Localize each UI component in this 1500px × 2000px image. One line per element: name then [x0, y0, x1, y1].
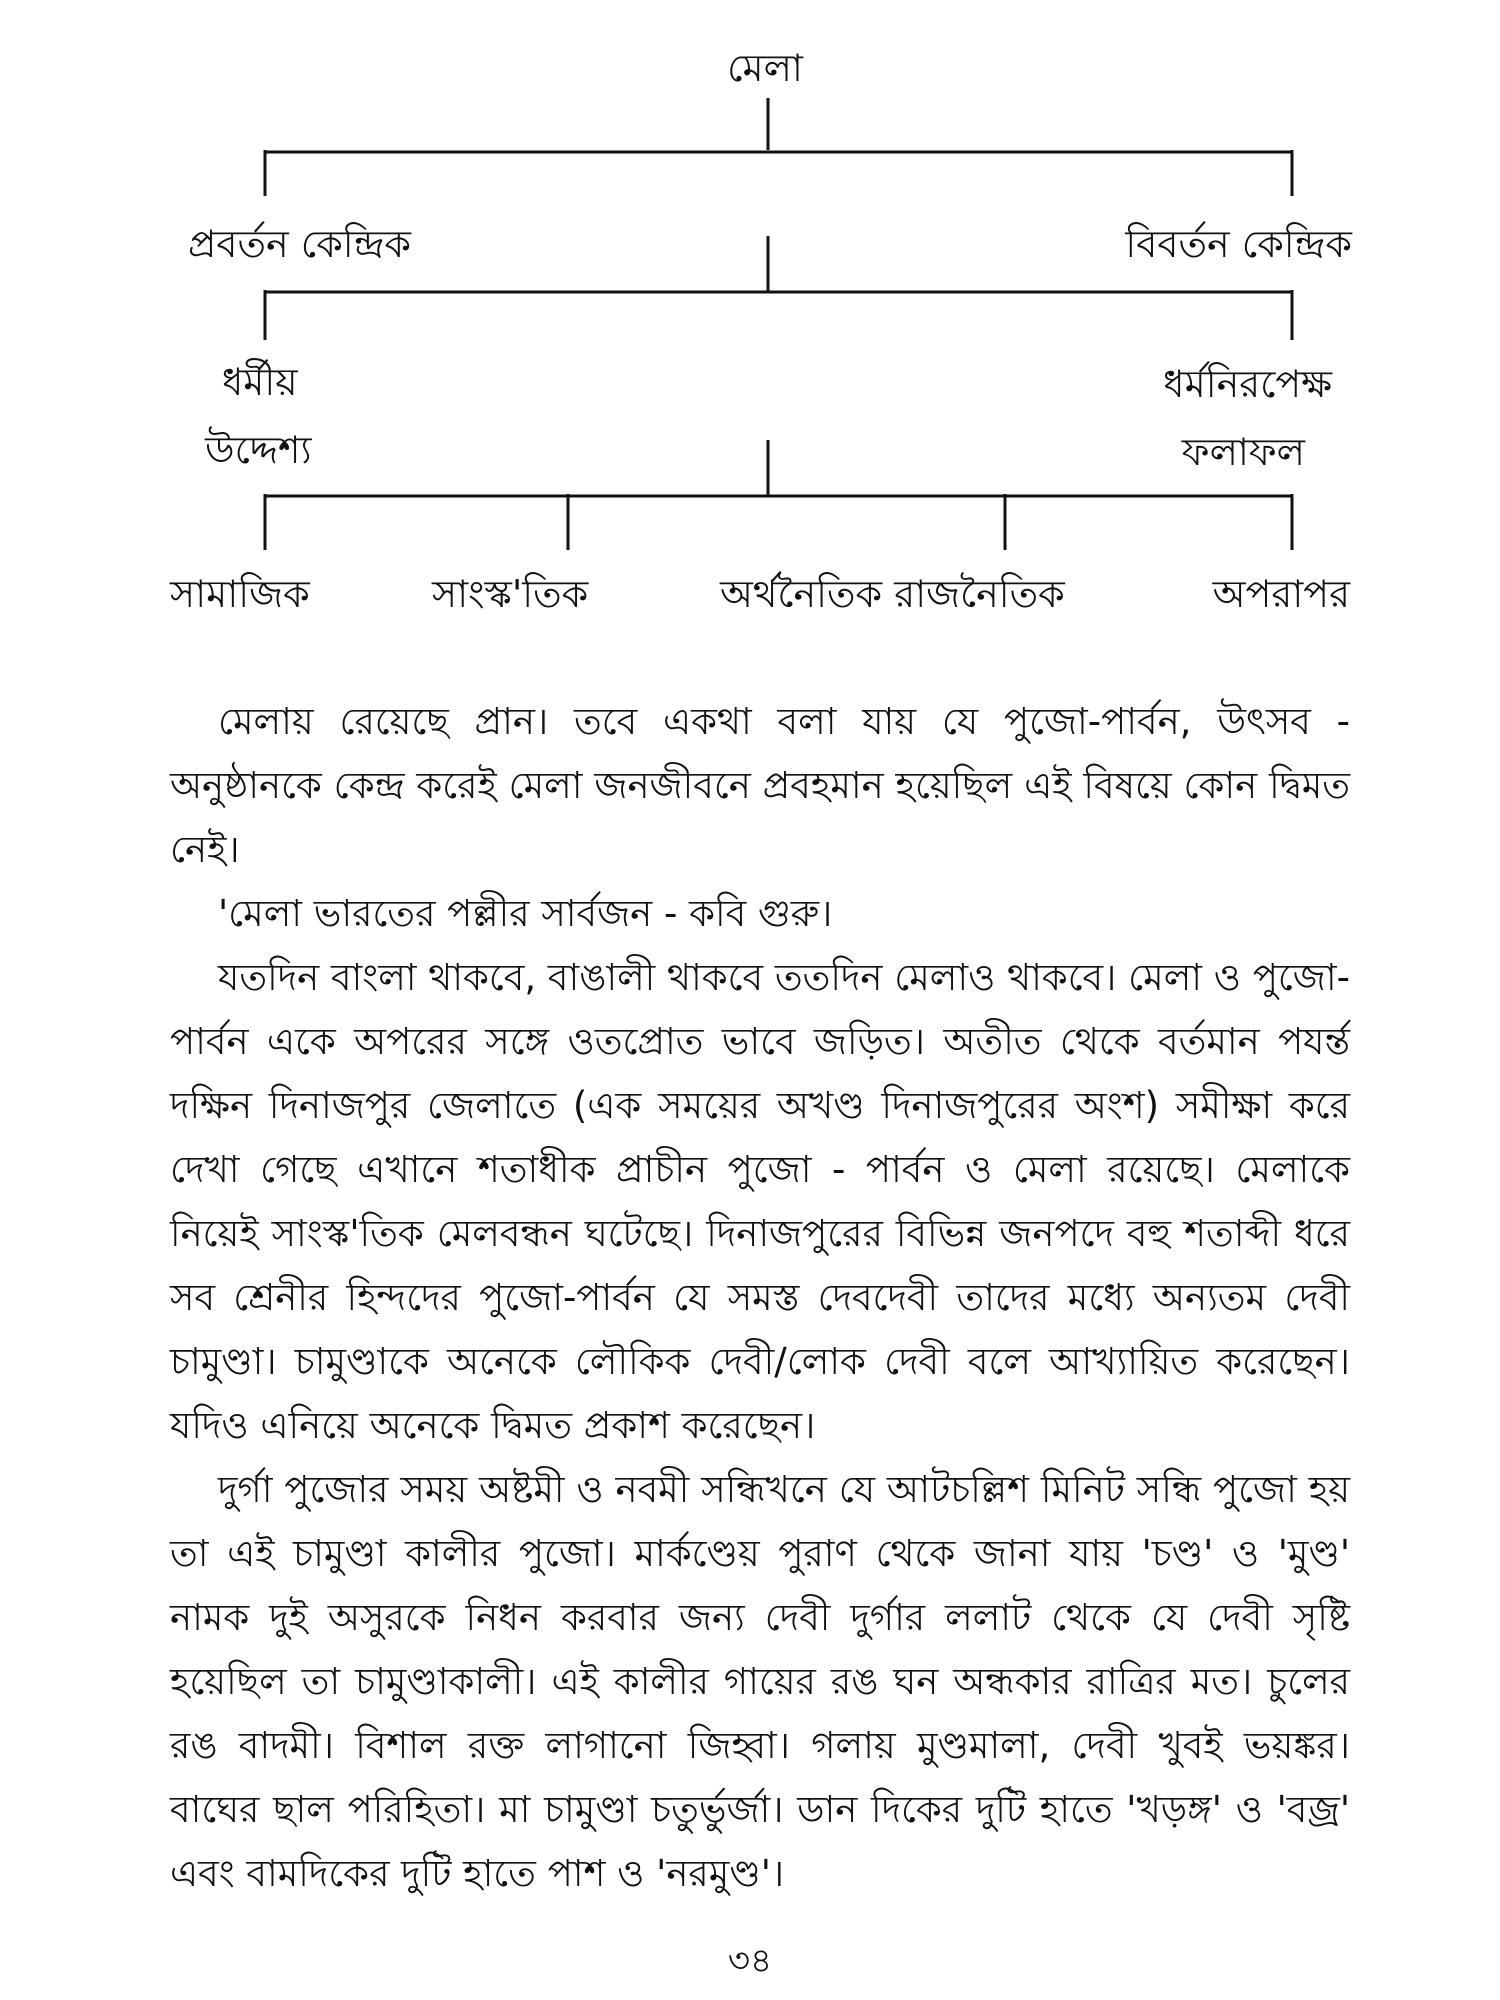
diagram-level1-left-label: প্রবর্তন কেন্দ্রিক: [188, 222, 411, 266]
paragraph: মেলায় রেয়েছে প্রান। তবে একথা বলা যায় যে পুজো-পার্বন, উৎসব - অনুষ্ঠানকে কেন্দ্র করেই মেলা জনজীবনে প্রবহমান হয়েছিল এই বিষয়ে কোন দ্বিমত নেই।: [170, 700, 1350, 871]
diagram-level2-right-label-line2: ফলাফল: [1181, 430, 1305, 474]
paragraph: যতদিন বাংলা থাকবে, বাঙালী থাকবে ততদিন মেলাও থাকবে। মেলা ও পুজো-পার্বন একে অপরের সঙ্গে ওতপ্রোত ভাবে জড়িত। অতীত থেকে বর্তমান পযর্ন্ত দক্ষিন দিনাজপুর জেলাতে (এক সময়ের অখণ্ড দিনাজপুরের অংশ) সমীক্ষা করে দেখা গেছে এখানে শতাধীক প্রাচীন পুজো - পার্বন ও মেলা রয়েছে। মেলাকে নিয়েই সাংস্ক'তিক মেলবন্ধন ঘটেছে। দিনাজপুরের বিভিন্ন জনপদে বহু শতাব্দী ধরে সব শ্রেনীর হিন্দদের পুজো-পার্বন যে সমস্ত দেবদেবী তাদের মধ্যে অন্যতম দেবী চামুণ্ডা। চামুণ্ডাকে অনেকে লৌকিক দেবী/লোক দেবী বলে আখ্যায়িত করেছেন। যদিও এনিয়ে অনেকে দ্বিমত প্রকাশ করেছেন।: [170, 956, 1350, 1447]
diagram-level2-left-label-line1: ধর্মীয়: [222, 360, 298, 404]
paragraph: দুর্গা পুজোর সময় অষ্টমী ও নবমী সন্ধিখনে যে আটচল্লিশ মিনিট সন্ধি পুজো হয় তা এই চামুণ্ডা কালীর পুজো। মার্কণ্ডেয় পুরাণ থেকে জানা যায় 'চণ্ড' ও 'মুণ্ড' নামক দুই অসুরকে নিধন করবার জন্য দেবী দুর্গার ললাট থেকে যে দেবী সৃষ্টি হয়েছিল তা চামুণ্ডাকালী। এই কালীর গায়ের রঙ ঘন অন্ধকার রাত্রির মত। চুলের রঙ বাদমী। বিশাল রক্ত লাগানো জিহ্বা। গলায় মুণ্ডমালা, দেবী খুবই ভয়ঙ্কর। বাঘের ছাল পরিহিতা। মা চামুণ্ডা চতুর্ভুর্জা। ডান দিকের দুটি হাতে 'খড়ঙ্গ' ও 'বজ্র' এবং বামদিকের দুটি হাতে পাশ ও 'নরমুণ্ড'।: [170, 1468, 1350, 1895]
hierarchy-diagram-lines: [0, 0, 1500, 640]
diagram-root-label: মেলা: [727, 46, 803, 90]
diagram-level1-right-label: বিবর্তন কেন্দ্রিক: [1125, 222, 1352, 266]
quote-paragraph: 'মেলা ভারতের পল্লীর সার্বজন - কবি গুরু।: [218, 892, 833, 935]
diagram-level2-left-label-line2: উদ্দেশ্য: [205, 428, 312, 472]
diagram-level3-label: অপরাপর: [1212, 572, 1350, 616]
diagram-level3-label: অর্থনৈতিক রাজনৈতিক: [720, 572, 1065, 616]
diagram-level3-label: সাংস্ক'তিক: [432, 572, 589, 616]
diagram-level2-right-label-line1: ধর্মনিরপেক্ষ: [1163, 362, 1332, 406]
diagram-level3-label: সামাজিক: [170, 572, 310, 616]
body-text: [170, 690, 1350, 1906]
page-number: ৩৪: [727, 1941, 773, 1981]
